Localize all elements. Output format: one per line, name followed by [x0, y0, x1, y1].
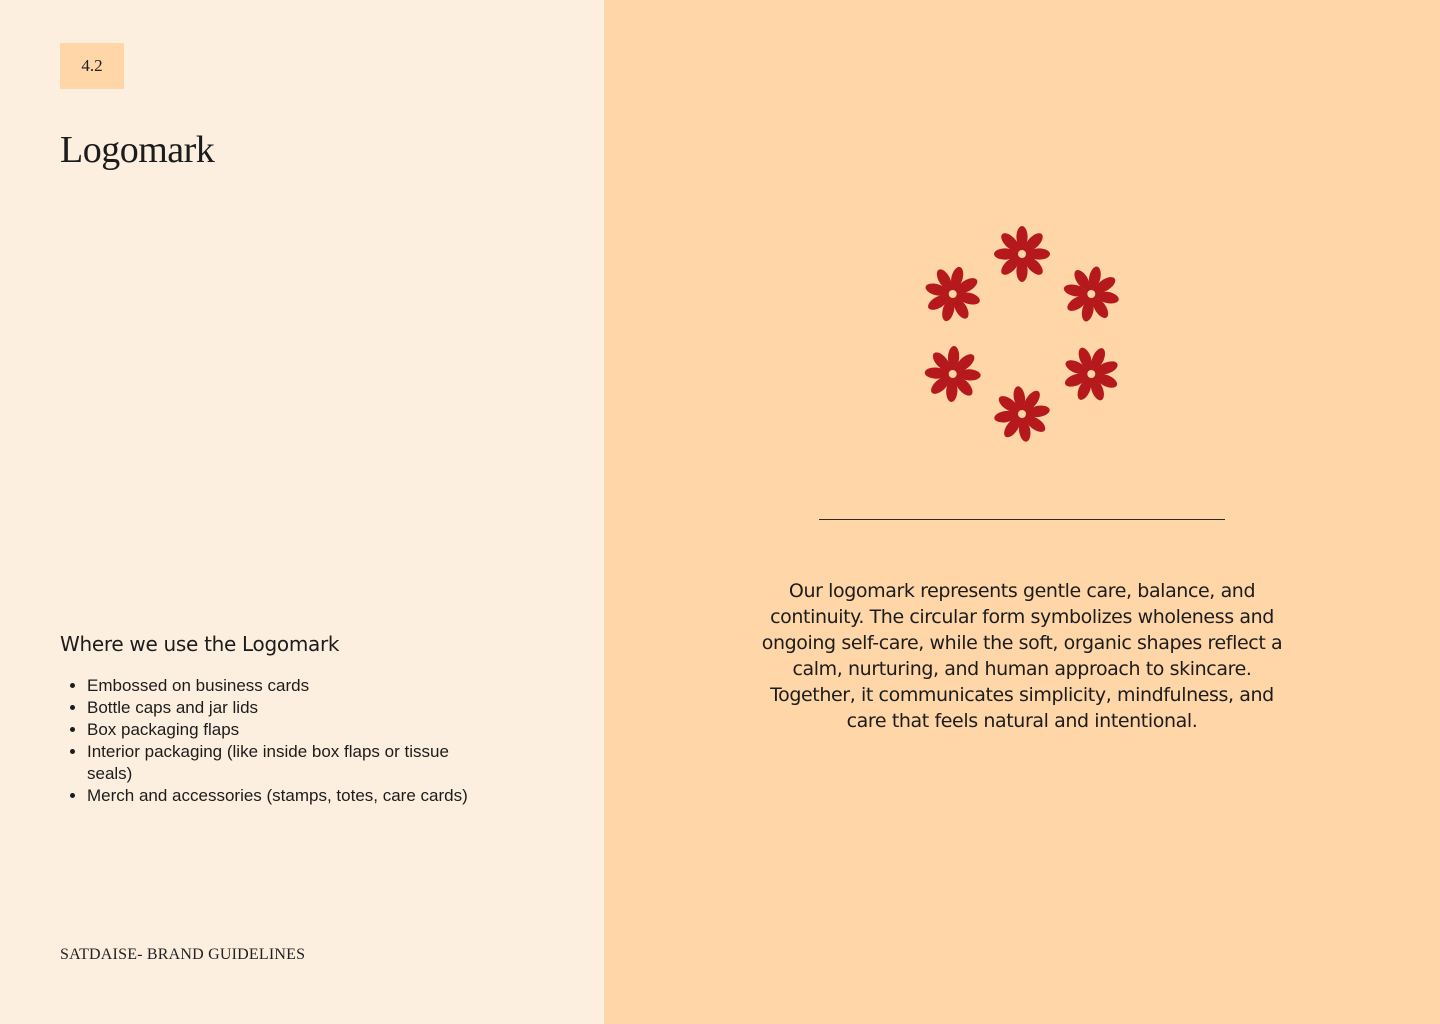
daisy-center-icon	[1018, 410, 1026, 418]
footer-label: SATDAISE- BRAND GUIDELINES	[60, 946, 306, 963]
list-item: • Bottle caps and jar lids	[87, 697, 470, 719]
daisy-center-icon	[949, 290, 957, 298]
usage-heading: Where we use the Logomark	[60, 632, 340, 656]
list-item: • Box packaging flaps	[87, 719, 470, 741]
daisy-center-icon	[1087, 290, 1095, 298]
daisy-center-icon	[1018, 250, 1026, 258]
usage-list	[60, 675, 470, 807]
list-item: • Embossed on business cards	[87, 675, 470, 697]
daisy-ring-icon	[912, 212, 1132, 456]
left-panel	[0, 0, 604, 1024]
divider-line	[819, 519, 1225, 520]
right-panel	[604, 0, 1440, 1024]
page-title: Logomark	[60, 129, 215, 171]
logomark-description: Our logomark represents gentle care, balance, and continuity. The circular form symbolizes wholeness and ongoing self-care, while the soft, organic shapes reflect a calm, nurturing, and human approach to skincare. Together, it communicates simplicity, mindfulness, and care that feels natural and intentional.	[761, 580, 1283, 732]
section-number-badge	[60, 43, 124, 89]
section-number: 4.2	[81, 56, 103, 75]
daisy-center-icon	[949, 370, 957, 378]
daisy-center-icon	[1087, 370, 1095, 378]
list-item: • Interior packaging (like inside box flaps or tissue seals)	[87, 741, 470, 785]
list-item: • Merch and accessories (stamps, totes, care cards)	[87, 785, 470, 807]
